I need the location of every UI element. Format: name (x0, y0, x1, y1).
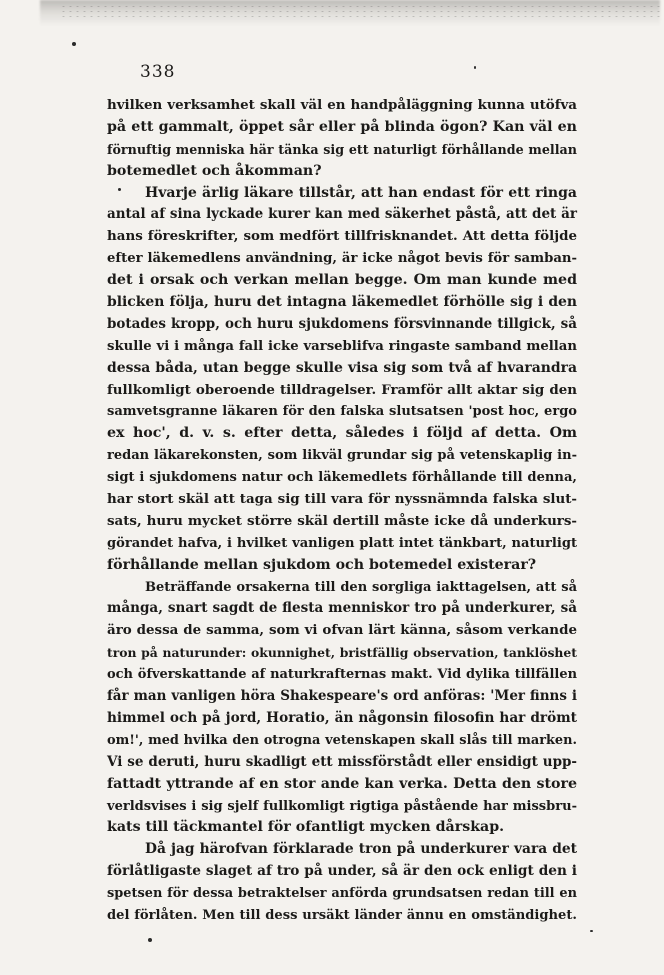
text-line: efter läkemedlens användning, är icke något bevis för samban- (107, 251, 577, 267)
text-line: fattadt yttrande af en stor ande kan verka. Detta den store (107, 775, 577, 792)
text-line: Hvarje ärlig läkare tillstår, att han endast för ett ringa (145, 184, 577, 201)
text-line: skulle vi i många fall icke varseblifva ringaste samband mellan (107, 338, 577, 354)
text-line: det i orsak och verkan mellan begge. Om man kunde med (107, 272, 577, 289)
text-line: förnuftig menniska här tänka sig ett naturligt förhållande mellan (107, 141, 577, 157)
text-line: antal af sina lyckade kurer kan med säkerhet påstå, att det är (107, 206, 577, 223)
text-line: äro dessa de samma, som vi ofvan lärt känna, såsom verkande (107, 622, 577, 639)
text-line: hvilken verksamhet skall väl en handpåläggning kunna utöfva (107, 97, 577, 113)
text-line: på ett gammalt, öppet sår eller på blinda ögon? Kan väl en (107, 118, 577, 135)
scan-edge-noise (60, 4, 660, 18)
text-line: förlåtligaste slaget af tro på under, så är den ock enligt den i (107, 863, 577, 880)
text-line: många, snart sagdt de flesta menniskor tro på underkurer, så (107, 600, 577, 617)
text-line: fullkomligt oberoende tilldragelser. Framför allt aktar sig den (107, 381, 577, 398)
text-line: spetsen för dessa betraktelser anförda grundsatsen redan till en (107, 886, 577, 902)
text-line: redan läkarekonsten, som likväl grundar sig på vetenskaplig in- (107, 448, 577, 464)
ink-speck (474, 66, 476, 69)
ink-speck (148, 938, 152, 942)
text-line: dessa båda, utan begge skulle visa sig som två af hvarandra (107, 359, 577, 376)
text-line: botades kropp, och huru sjukdomens försvinnande tillgick, så (107, 315, 577, 332)
text-line: del förlåten. Men till dess ursäkt länder ännu en omständighet. (107, 907, 577, 923)
text-line: görandet hafva, i hvilket vanligen platt intet tänkbart, naturligt (107, 535, 577, 551)
ink-speck (590, 930, 593, 932)
page-number: 338 (140, 62, 176, 82)
text-line: Beträffande orsakerna till den sorgliga iakttagelsen, att så (145, 579, 577, 595)
text-line: hans föreskrifter, som medfört tillfrisknandet. Att detta följde (107, 228, 577, 245)
text-line: sigt i sjukdomens natur och läkemedlets förhållande till denna, (107, 470, 577, 486)
body-text (107, 95, 577, 927)
ink-speck (118, 188, 121, 191)
text-line: botemedlet och åkomman? (107, 162, 322, 179)
text-line: tron på naturunder: okunnighet, bristfällig observation, tanklöshet (107, 645, 577, 661)
text-line: sats, huru mycket större skäl dertill måste icke då underkurs- (107, 512, 577, 529)
text-line: himmel och på jord, Horatio, än någonsin filosofin har drömt (107, 709, 577, 726)
text-line: får man vanligen höra Shakespeare's ord anföras: 'Mer finns i (107, 688, 577, 705)
ink-speck (72, 42, 76, 46)
text-line: samvetsgranne läkaren för den falska slutsatsen 'post hoc, ergo (107, 404, 577, 420)
text-line: blicken följa, huru det intagna läkemedlet förhölle sig i den (107, 294, 577, 311)
text-line: förhållande mellan sjukdom och botemedel existerar? (107, 556, 537, 573)
text-line: kats till täckmantel för ofantligt mycken dårskap. (107, 819, 505, 836)
text-line: ex hoc', d. v. s. efter detta, således i följd af detta. Om (107, 425, 577, 442)
text-line: verldsvises i sig sjelf fullkomligt rigtiga påstående har missbru- (107, 798, 577, 814)
text-line: och öfverskattande af naturkrafternas makt. Vid dylika tillfällen (107, 667, 577, 683)
text-line: Då jag härofvan förklarade tron på underkurer vara det (145, 841, 577, 858)
text-line: Vi se deruti, huru skadligt ett missförstådt eller ensidigt upp- (107, 753, 577, 770)
text-line: har stort skäl att taga sig till vara för nyssnämnda falska slut- (107, 491, 577, 508)
text-line: om!', med hvilka den otrogna vetenskapen skall slås till marken. (107, 732, 577, 748)
